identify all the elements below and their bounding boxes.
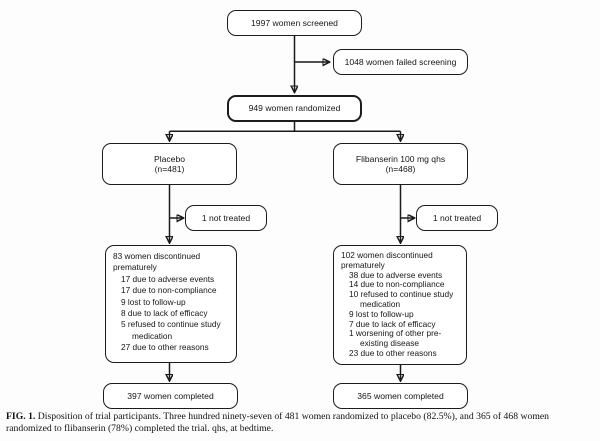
failed-screening-label: 1048 women failed screening — [344, 56, 457, 67]
placebo-discontinued-reason: 8 due to lack of efficacy — [121, 308, 208, 319]
flibanserin-not-treated-label: 1 not treated — [432, 212, 482, 223]
flow-box-flibanserin-arm — [333, 143, 468, 185]
placebo-discontinued-reason: 5 refused to continue study medication — [121, 319, 221, 341]
placebo-completed-label: 397 women completed — [127, 390, 214, 401]
placebo-discontinued-title: 83 women discontinued prematurely — [113, 251, 201, 273]
flow-box-flibanserin-not-treated — [416, 205, 498, 231]
flow-box-placebo-completed — [103, 383, 238, 409]
flow-box-placebo-arm — [102, 143, 237, 185]
flow-box-randomized — [227, 95, 362, 122]
placebo-arm-n: (n=481) — [154, 164, 185, 174]
flibanserin-discontinued-reason: 14 due to non-compliance — [349, 279, 445, 290]
placebo-discontinued-reason: 17 due to adverse events — [121, 273, 215, 284]
figure-caption-label: FIG. 1. — [6, 411, 36, 422]
placebo-discontinued-reason: 9 lost to follow-up — [121, 296, 186, 307]
flibanserin-discontinued-reason: 1 worsening of other pre-existing disease — [349, 328, 442, 349]
flow-box-placebo-discontinued — [105, 245, 237, 363]
flibanserin-arm-n: (n=468) — [385, 164, 416, 174]
flibanserin-completed-label: 365 women completed — [357, 390, 444, 401]
randomized-label: 949 women randomized — [248, 103, 341, 114]
flibanserin-discontinued-reason: 7 due to lack of efficacy — [349, 318, 436, 329]
screened-label: 1997 women screened — [251, 17, 338, 28]
placebo-arm-name: Placebo — [153, 153, 186, 164]
figure-caption — [6, 411, 595, 434]
flibanserin-discontinued-reason: 38 due to adverse events — [349, 269, 443, 280]
flibanserin-discontinued-title: 102 women discontinued prematurely — [341, 250, 433, 270]
flibanserin-discontinued-reason: 10 refused to continue study medication — [349, 289, 454, 309]
flow-box-flibanserin-discontinued — [333, 245, 467, 365]
split-randomized-line — [170, 122, 401, 131]
flow-box-flibanserin-completed — [333, 383, 468, 409]
placebo-discontinued-reason: 17 due to non-compliance — [121, 285, 217, 296]
placebo-not-treated-label: 1 not treated — [201, 212, 251, 223]
placebo-discontinued-reason: 27 due to other reasons — [121, 342, 209, 353]
flow-box-failed-screening — [333, 49, 468, 75]
flibanserin-discontinued-reason: 9 lost to follow-up — [349, 308, 414, 319]
flow-box-screened — [227, 10, 362, 36]
flibanserin-arm-name: Flibanserin 100 mg qhs — [355, 153, 446, 164]
figure-caption-text: Disposition of trial participants. Three hundred ninety-seven of 481 women randomized to placebo (82.5%), and 365 of 468 women randomized to flibanserin (78%) completed the trial. qhs, at bedtime. — [6, 411, 550, 434]
flow-box-placebo-not-treated — [185, 205, 267, 231]
flibanserin-discontinued-reason: 23 due to other reasons — [349, 347, 437, 358]
